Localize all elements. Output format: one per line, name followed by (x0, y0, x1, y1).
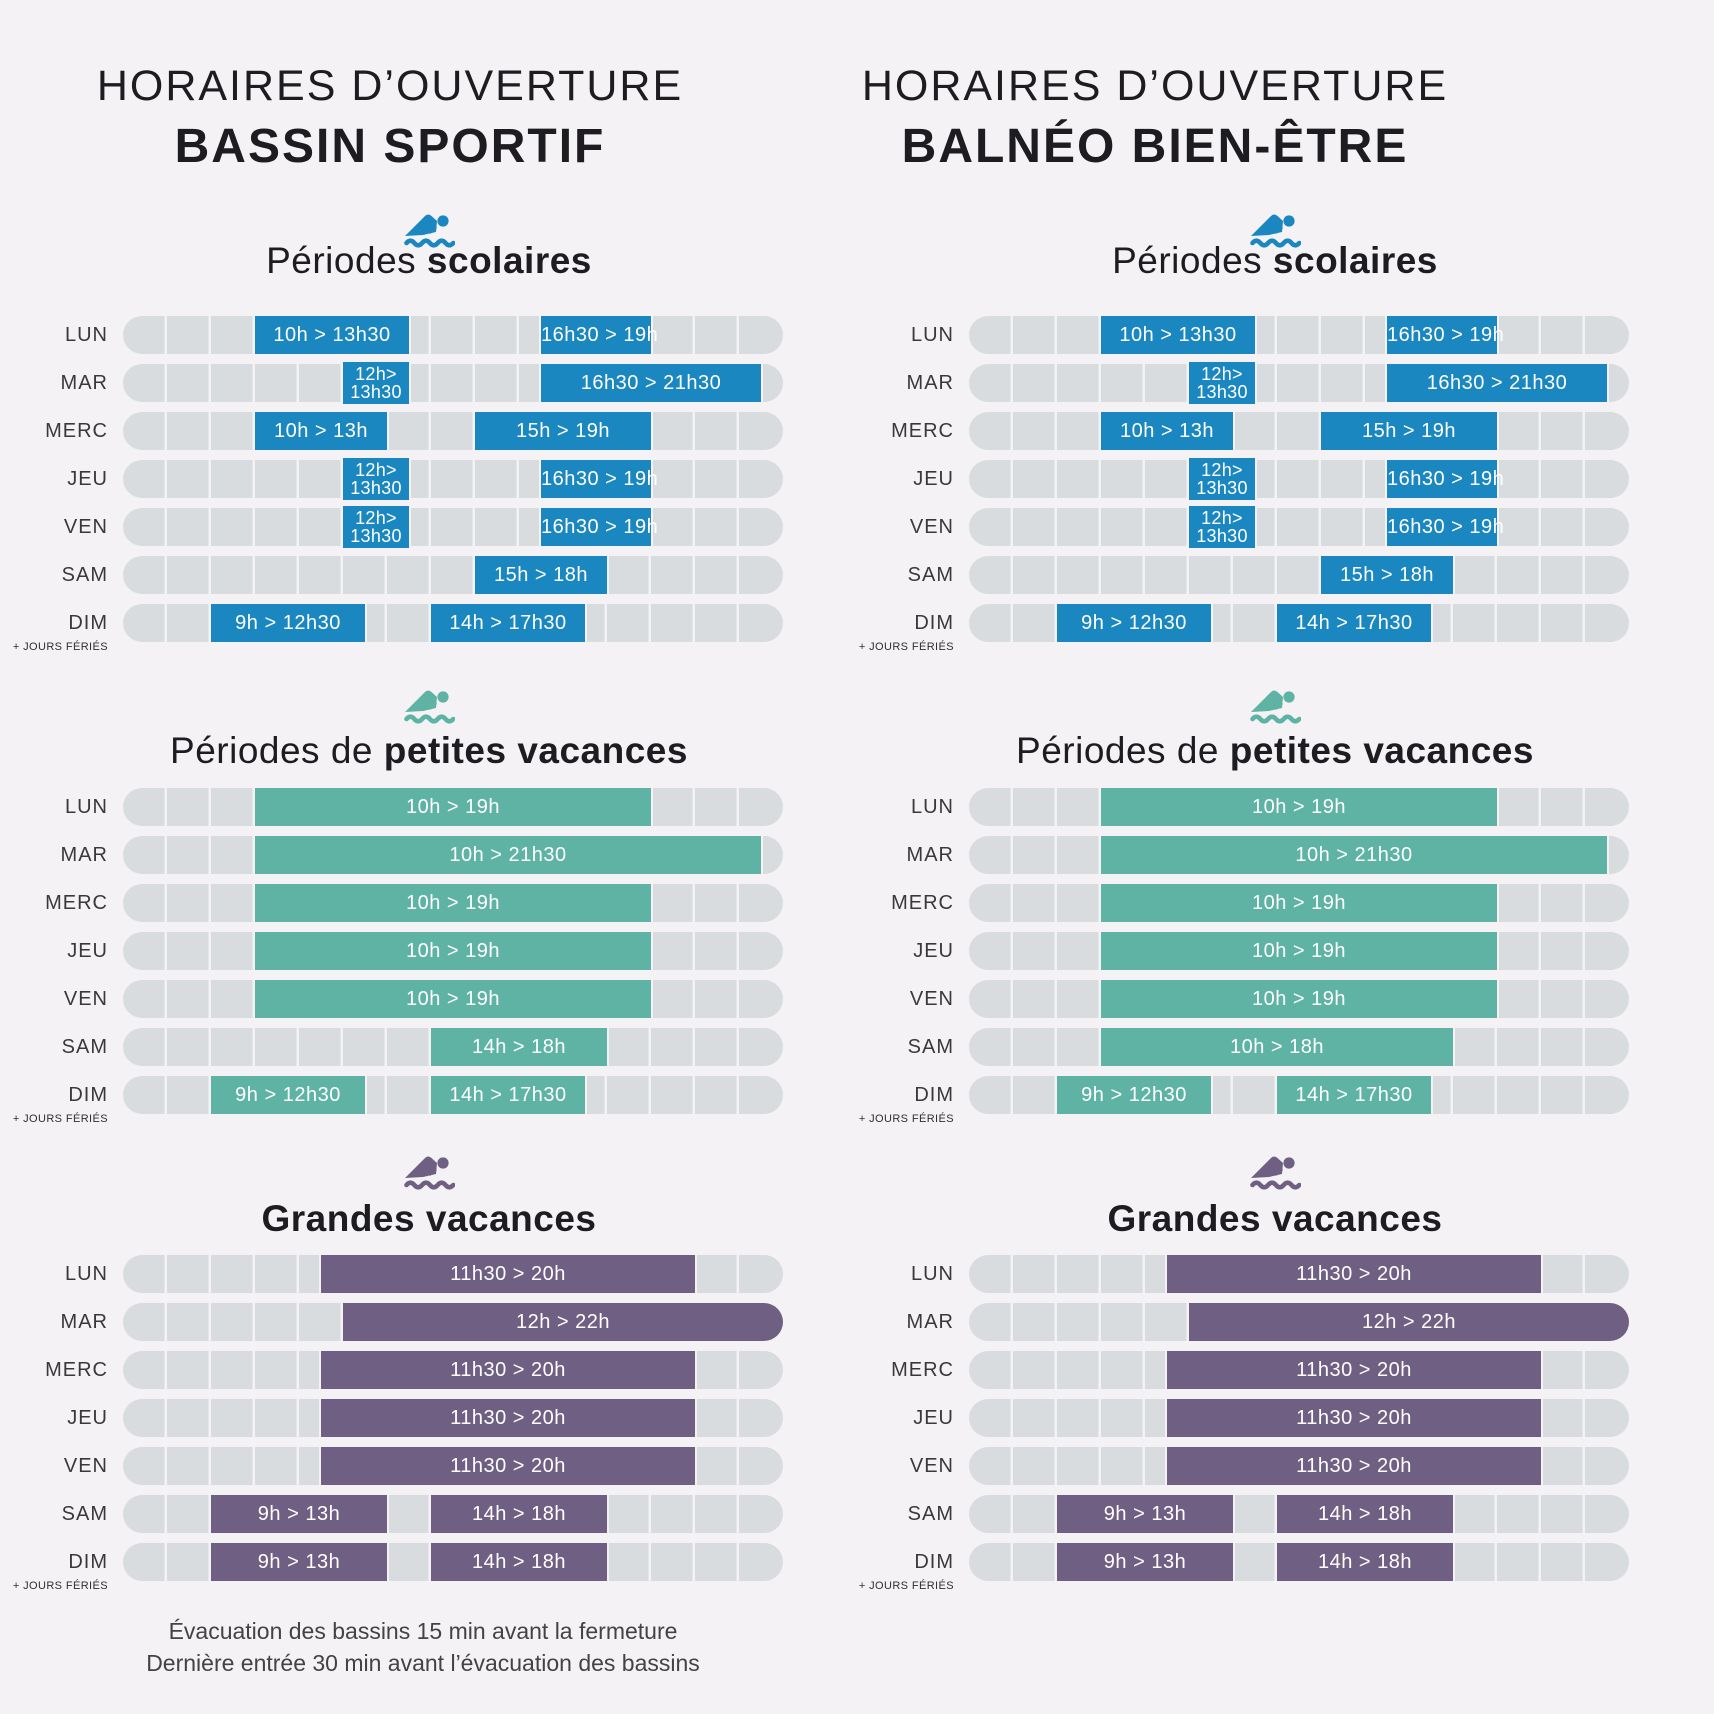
section-header-part: Périodes (1112, 240, 1273, 281)
timeline-track (12, 1076, 783, 1125)
time-bar: 11h30 > 20h (321, 1351, 695, 1389)
time-bar: 14h > 17h30 (1277, 604, 1431, 642)
day-label: VEN (63, 516, 108, 538)
time-bar: 15h > 19h (1321, 412, 1497, 450)
timeline-track (907, 1028, 1629, 1066)
column-title-right (805, 62, 1505, 174)
timeline-track (909, 1447, 1629, 1485)
timeline-track (63, 1447, 783, 1485)
timeline-track (907, 1495, 1629, 1533)
time-bar: 9h > 13h (211, 1495, 387, 1533)
section-header (935, 240, 1615, 282)
section-header (89, 1198, 769, 1240)
time-bar: 10h > 19h (1101, 980, 1497, 1018)
time-bar (343, 458, 409, 500)
time-bar: 14h > 18h (1277, 1495, 1453, 1533)
section-header-part: Périodes de (1016, 730, 1230, 771)
timeline-track (858, 1543, 1629, 1592)
time-bar-label-line: 13h30 (1196, 526, 1248, 546)
day-label: VEN (909, 988, 954, 1010)
day-label: VEN (909, 1455, 954, 1477)
day-label: LUN (64, 1263, 108, 1285)
day-label: DIM (68, 1551, 108, 1573)
day-label: MAR (60, 372, 108, 394)
time-bar: 9h > 12h30 (1057, 604, 1211, 642)
timeline-track (913, 932, 1629, 970)
section-header (935, 730, 1615, 772)
timeline-track (906, 1303, 1629, 1341)
swimmer-icon (403, 684, 455, 728)
day-label: DIM (914, 1084, 954, 1106)
time-bar: 15h > 18h (475, 556, 607, 594)
day-label: DIM (68, 1084, 108, 1106)
time-bar: 10h > 19h (255, 884, 651, 922)
timeline-track (60, 364, 783, 402)
time-bar: 11h30 > 20h (1167, 1255, 1541, 1293)
time-bar: 10h > 13h (255, 412, 387, 450)
time-bar: 16h30 > 19h (541, 460, 651, 498)
time-bar: 10h > 21h30 (255, 836, 761, 874)
day-label: MAR (60, 844, 108, 866)
timeline-track (891, 412, 1629, 450)
time-bar: 10h > 18h (1101, 1028, 1453, 1066)
time-bar: 12h > 22h (1189, 1303, 1629, 1341)
timeline-track (45, 1351, 783, 1389)
timeline-track (64, 316, 783, 354)
day-label: SAM (907, 1036, 954, 1058)
column-title-right-line2: BALNÉO BIEN-ÊTRE (901, 120, 1409, 173)
swimmer-icon (1249, 684, 1301, 728)
day-label: JEU (913, 1407, 954, 1429)
timeline-track (910, 788, 1629, 826)
timeline-track (909, 980, 1629, 1018)
time-bar (343, 506, 409, 548)
day-label: JEU (913, 940, 954, 962)
column-title-left-line2: BASSIN SPORTIF (174, 120, 606, 173)
day-label: MAR (906, 1311, 954, 1333)
timeline-track (45, 884, 783, 922)
timeline-track (906, 836, 1629, 874)
time-bar: 10h > 19h (255, 788, 651, 826)
timeline-track (63, 508, 783, 546)
day-label: MAR (906, 844, 954, 866)
time-bar-label-line: 13h30 (1196, 478, 1248, 498)
time-bar: 14h > 17h30 (431, 604, 585, 642)
timeline-track (67, 932, 783, 970)
time-bar: 16h30 > 19h (541, 316, 651, 354)
time-bar: 9h > 13h (1057, 1495, 1233, 1533)
footer-note-1: Évacuation des bassins 15 min avant la fermeture (168, 1618, 678, 1644)
time-bar-label-line: 13h30 (350, 526, 402, 546)
time-bar: 14h > 18h (431, 1495, 607, 1533)
time-bar: 11h30 > 20h (1167, 1351, 1541, 1389)
time-bar: 11h30 > 20h (321, 1399, 695, 1437)
time-bar: 10h > 13h30 (1101, 316, 1255, 354)
section-header-part: Grandes vacances (1107, 1198, 1443, 1239)
timeline-track (891, 1351, 1629, 1389)
time-bar: 11h30 > 20h (321, 1255, 695, 1293)
day-label: LUN (64, 796, 108, 818)
section-header-part: Périodes de (170, 730, 384, 771)
timeline-track (12, 604, 783, 653)
day-label: MERC (45, 892, 108, 914)
holidays-note: + JOURS FÉRIÉS (858, 641, 954, 653)
timeline-track (12, 1543, 783, 1592)
timeline-track (60, 836, 783, 874)
footer-notes (93, 1615, 753, 1679)
time-bar: 16h30 > 19h (1387, 316, 1497, 354)
time-bar: 10h > 19h (255, 932, 651, 970)
day-label: SAM (907, 1503, 954, 1525)
time-bar: 10h > 19h (255, 980, 651, 1018)
column-title-left-line1: HORAIRES D’OUVERTURE (96, 62, 684, 110)
timeline-track (61, 1028, 783, 1066)
day-label: VEN (63, 988, 108, 1010)
swimmer-icon (403, 1150, 455, 1194)
timeline-track (63, 980, 783, 1018)
timeline-track (60, 1303, 783, 1341)
day-label: DIM (914, 612, 954, 634)
time-bar: 10h > 21h30 (1101, 836, 1607, 874)
day-label: LUN (910, 1263, 954, 1285)
time-bar: 9h > 13h (1057, 1543, 1233, 1581)
time-bar (1189, 362, 1255, 404)
timeline-track (858, 604, 1629, 653)
timeline-track (61, 556, 783, 594)
day-label: SAM (61, 1503, 108, 1525)
time-bar: 11h30 > 20h (1167, 1399, 1541, 1437)
time-bar-label-line: 13h30 (1196, 382, 1248, 402)
section-header-part: petites vacances (1229, 730, 1534, 771)
section-swimmer-icon (1249, 1150, 1301, 1194)
timeline-track (907, 556, 1629, 594)
section-header-part: scolaires (426, 240, 592, 281)
time-bar: 14h > 18h (431, 1028, 607, 1066)
section-header-part: scolaires (1272, 240, 1438, 281)
time-bar: 11h30 > 20h (321, 1447, 695, 1485)
footer-note-2: Dernière entrée 30 min avant l’évacuation des bassins (146, 1650, 700, 1676)
day-label: MERC (891, 892, 954, 914)
day-label: VEN (63, 1455, 108, 1477)
time-bar-label-line: 12h> (1201, 364, 1243, 384)
day-label: JEU (913, 468, 954, 490)
day-label: SAM (61, 1036, 108, 1058)
timeline-track (891, 884, 1629, 922)
swimmer-icon (1249, 1150, 1301, 1194)
timeline-track (909, 508, 1629, 546)
day-label: MERC (45, 1359, 108, 1381)
day-label: SAM (907, 564, 954, 586)
time-bar-label-line: 13h30 (350, 478, 402, 498)
time-bar: 10h > 19h (1101, 788, 1497, 826)
time-bar: 9h > 12h30 (211, 1076, 365, 1114)
time-bar: 16h30 > 21h30 (541, 364, 761, 402)
day-label: JEU (67, 468, 108, 490)
time-bar: 14h > 18h (431, 1543, 607, 1581)
timeline-track (67, 1399, 783, 1437)
time-bar-label-line: 12h> (1201, 508, 1243, 528)
time-bar (343, 362, 409, 404)
day-label: LUN (910, 324, 954, 346)
day-label: MERC (891, 1359, 954, 1381)
timeline-track (913, 1399, 1629, 1437)
time-bar: 9h > 12h30 (1057, 1076, 1211, 1114)
day-label: MERC (45, 420, 108, 442)
time-bar-label-line: 12h> (1201, 460, 1243, 480)
time-bar: 10h > 13h30 (255, 316, 409, 354)
section-swimmer-icon (403, 1150, 455, 1194)
time-bar: 10h > 19h (1101, 932, 1497, 970)
time-bar: 16h30 > 19h (541, 508, 651, 546)
time-bar (1189, 458, 1255, 500)
day-label: LUN (910, 796, 954, 818)
day-label: LUN (64, 324, 108, 346)
time-bar: 14h > 18h (1277, 1543, 1453, 1581)
section-header-part: petites vacances (383, 730, 688, 771)
time-bar: 10h > 19h (1101, 884, 1497, 922)
day-label: MAR (60, 1311, 108, 1333)
section-header (89, 240, 769, 282)
day-label: SAM (61, 564, 108, 586)
section-header (89, 730, 769, 772)
time-bar: 15h > 18h (1321, 556, 1453, 594)
column-title-left (40, 62, 740, 174)
timeline-track (858, 1076, 1629, 1125)
timeline-track (64, 1255, 783, 1293)
time-bar: 11h30 > 20h (1167, 1447, 1541, 1485)
timeline-track (45, 412, 783, 450)
day-label: DIM (68, 612, 108, 634)
timeline-track (910, 1255, 1629, 1293)
time-bar-label-line: 13h30 (350, 382, 402, 402)
time-bar-label-line: 12h> (355, 364, 397, 384)
time-bar: 10h > 13h (1101, 412, 1233, 450)
day-label: MERC (891, 420, 954, 442)
section-header-part: Grandes vacances (261, 1198, 597, 1239)
section-swimmer-icon (1249, 684, 1301, 728)
holidays-note: + JOURS FÉRIÉS (12, 1580, 108, 1592)
holidays-note: + JOURS FÉRIÉS (858, 1113, 954, 1125)
time-bar-label-line: 12h> (355, 508, 397, 528)
time-bar: 15h > 19h (475, 412, 651, 450)
time-bar: 16h30 > 21h30 (1387, 364, 1607, 402)
day-label: MAR (906, 372, 954, 394)
time-bar: 9h > 12h30 (211, 604, 365, 642)
timeline-track (906, 364, 1629, 402)
day-label: JEU (67, 1407, 108, 1429)
time-bar: 14h > 17h30 (431, 1076, 585, 1114)
day-label: VEN (909, 516, 954, 538)
day-label: DIM (914, 1551, 954, 1573)
time-bar: 16h30 > 19h (1387, 508, 1497, 546)
time-bar (1189, 506, 1255, 548)
holidays-note: + JOURS FÉRIÉS (12, 641, 108, 653)
section-swimmer-icon (403, 684, 455, 728)
column-title-right-line1: HORAIRES D’OUVERTURE (861, 62, 1449, 110)
timeline-track (64, 788, 783, 826)
time-bar: 16h30 > 19h (1387, 460, 1497, 498)
timeline-track (910, 316, 1629, 354)
holidays-note: + JOURS FÉRIÉS (12, 1113, 108, 1125)
timeline-track (67, 460, 783, 498)
section-header (935, 1198, 1615, 1240)
day-label: JEU (67, 940, 108, 962)
time-bar: 12h > 22h (343, 1303, 783, 1341)
holidays-note: + JOURS FÉRIÉS (858, 1580, 954, 1592)
timeline-track (913, 460, 1629, 498)
time-bar-label-line: 12h> (355, 460, 397, 480)
time-bar: 9h > 13h (211, 1543, 387, 1581)
section-header-part: Périodes (266, 240, 427, 281)
time-bar: 14h > 17h30 (1277, 1076, 1431, 1114)
timeline-track (61, 1495, 783, 1533)
